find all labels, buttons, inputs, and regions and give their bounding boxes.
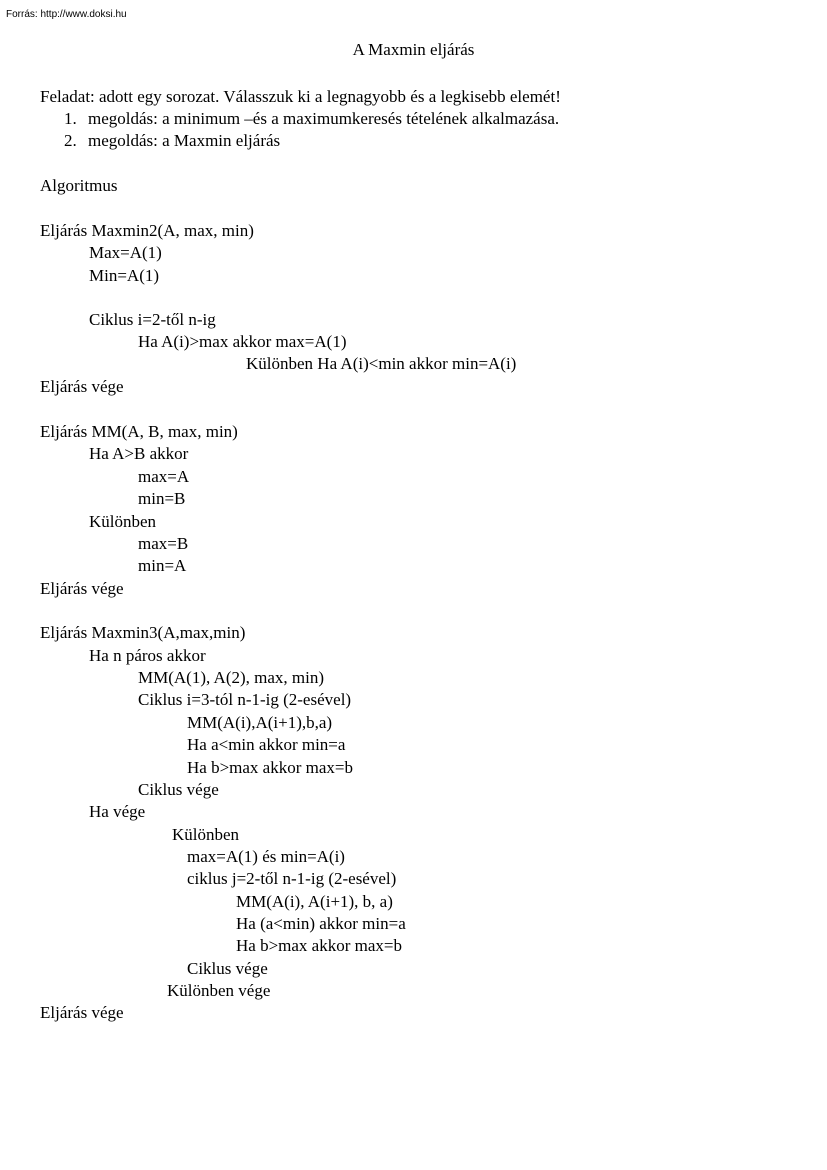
code-line: min=A: [138, 556, 187, 575]
code-line: MM(A(i), A(i+1), b, a): [236, 892, 393, 911]
solution-number: 2.: [64, 131, 77, 150]
code-line: Eljárás vége: [40, 579, 124, 598]
task-statement: Feladat: adott egy sorozat. Válasszuk ki a legnagyobb és a legkisebb elemét!: [40, 87, 561, 106]
code-line: MM(A(1), A(2), max, min): [138, 668, 325, 687]
document-title: A Maxmin eljárás: [352, 40, 475, 59]
code-line: Ciklus vége: [187, 959, 268, 978]
solution-text: megoldás: a Maxmin eljárás: [88, 131, 281, 150]
code-line: Ha b>max akkor max=b: [236, 936, 402, 955]
code-line: Ciklus vége: [138, 780, 219, 799]
code-line: MM(A(i),A(i+1),b,a): [187, 713, 333, 732]
code-line: Különben: [89, 512, 157, 531]
code-line: Ha a<min akkor min=a: [187, 735, 346, 754]
source-credit: Forrás: http://www.doksi.hu: [6, 9, 127, 20]
code-line: Ha b>max akkor max=b: [187, 758, 353, 777]
code-line: Ha A(i)>max akkor max=A(1): [138, 332, 347, 351]
code-line: min=B: [138, 489, 186, 508]
code-line: Különben Ha A(i)<min akkor min=A(i): [246, 354, 517, 373]
code-line: Eljárás vége: [40, 377, 124, 396]
code-line: Max=A(1): [89, 243, 162, 262]
code-line: Ciklus i=3-tól n-1-ig (2-esével): [138, 690, 352, 709]
code-line: Különben vége: [167, 981, 271, 1000]
solution-item: [64, 109, 559, 129]
code-line: Eljárás Maxmin3(A,max,min): [40, 623, 246, 642]
code-line: Különben: [172, 825, 240, 844]
code-line: Eljárás vége: [40, 1003, 124, 1022]
code-line: Ha A>B akkor: [89, 444, 189, 463]
code-line: ciklus j=2-től n-1-ig (2-esével): [187, 869, 397, 888]
code-line: Ha n páros akkor: [89, 646, 206, 665]
solution-number: 1.: [64, 109, 77, 128]
solution-text: megoldás: a minimum –és a maximumkeresés tételének alkalmazása.: [88, 109, 560, 128]
code-line: Eljárás MM(A, B, max, min): [40, 422, 238, 441]
code-line: Ha (a<min) akkor min=a: [236, 914, 406, 933]
algorithm-heading: Algoritmus: [40, 176, 118, 195]
code-line: Eljárás Maxmin2(A, max, min): [40, 221, 254, 240]
code-line: max=B: [138, 534, 189, 553]
code-line: max=A: [138, 467, 190, 486]
code-line: Ciklus i=2-től n-ig: [89, 310, 216, 329]
solution-item: [64, 131, 280, 151]
code-line: max=A(1) és min=A(i): [187, 847, 345, 866]
code-line: Min=A(1): [89, 266, 160, 285]
code-line: Ha vége: [89, 802, 146, 821]
